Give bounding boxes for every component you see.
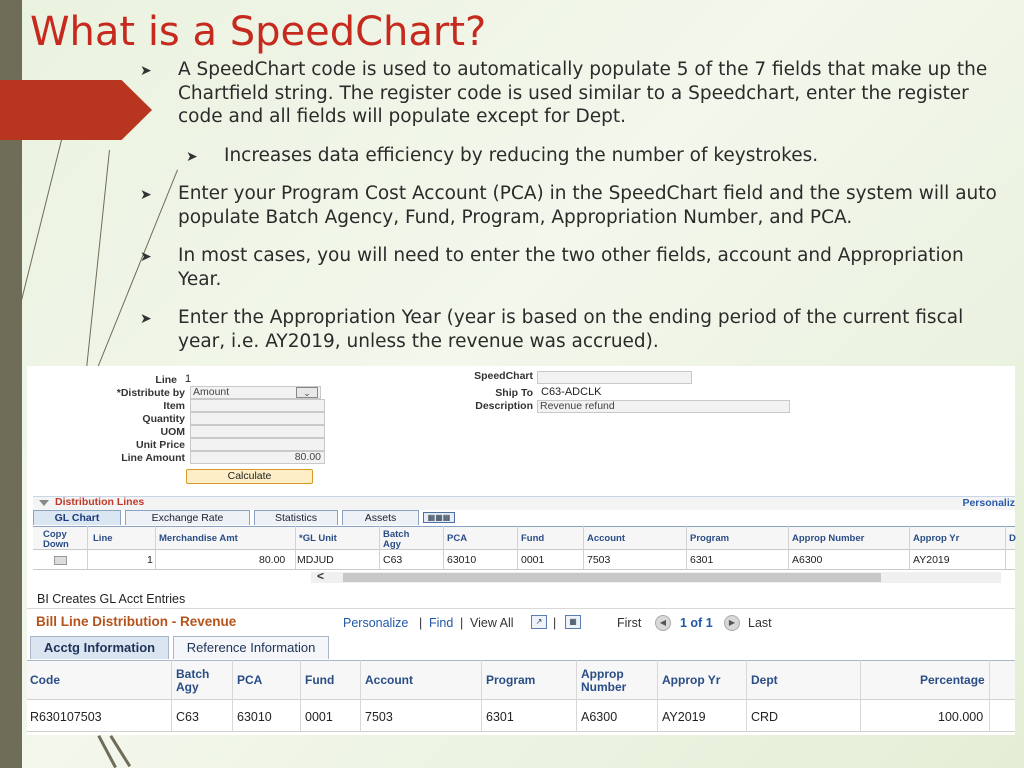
- line-amount-label: Line Amount: [121, 452, 185, 464]
- grid-divider: [989, 660, 990, 732]
- batch-agy-cell: C63: [176, 710, 199, 724]
- copy-down-checkbox[interactable]: [54, 556, 67, 565]
- speedchart-label: SpeedChart: [474, 370, 533, 382]
- bullet-text: A SpeedChart code is used to automatically populate 5 of the 7 fields that make up the Chartfield string. The register code is used similar to a Speedchart, enter the register code and all fields will populate except for Dept.: [178, 59, 988, 127]
- item-label: Item: [163, 400, 185, 412]
- tab-assets[interactable]: Assets: [342, 510, 419, 525]
- grid-divider: [379, 526, 380, 570]
- bullet-text: Increases data efficiency by reducing the number of keystrokes.: [224, 145, 819, 166]
- distribution-screenshot-panel: [27, 366, 1015, 594]
- column-header: Batch Agy: [383, 529, 410, 550]
- bullet-item: [186, 144, 1000, 170]
- bullet-text: Enter the Appropriation Year (year is based on the ending period of the current fiscal year, i.e. AY2019, unless the revenue was accrued).: [178, 307, 964, 352]
- new-window-icon[interactable]: ↗: [531, 615, 547, 629]
- grid-divider: [686, 526, 687, 570]
- row-range: 1 of 1: [680, 616, 713, 630]
- personalize-link[interactable]: Personalize: [343, 616, 409, 630]
- merchandise-amt-cell: 80.00: [259, 554, 286, 566]
- red-arrow-decoration: [0, 80, 152, 140]
- percentage-cell: 100.000: [938, 710, 984, 724]
- separator: |: [553, 616, 557, 630]
- grid-divider: [746, 660, 747, 732]
- column-header: Copy Down: [43, 529, 69, 550]
- distribute-by-select[interactable]: [190, 386, 321, 399]
- chevron-down-icon[interactable]: ⌄: [296, 387, 318, 398]
- grid-divider: [576, 660, 577, 732]
- grid-row-border: [33, 569, 1015, 570]
- show-all-columns-icon[interactable]: ▦▦▦: [423, 512, 455, 523]
- column-header: Line: [93, 533, 113, 544]
- calculate-button[interactable]: Calculate: [186, 469, 313, 484]
- slide-title: What is a SpeedChart?: [30, 9, 487, 55]
- personalize-link[interactable]: Personaliz: [962, 497, 1015, 509]
- bullet-arrow-icon: ➤: [140, 187, 152, 203]
- ship-to-value: C63-ADCLK: [541, 386, 602, 398]
- grid-divider: [657, 660, 658, 732]
- approp-yr-cell: AY2019: [662, 710, 706, 724]
- grid-divider: [300, 660, 301, 732]
- fund-cell: 0001: [305, 710, 333, 724]
- column-header: Fund: [305, 673, 335, 687]
- program-cell: 6301: [486, 710, 514, 724]
- quantity-field[interactable]: [190, 412, 325, 425]
- distribute-by-label: *Distribute by: [116, 387, 185, 399]
- grid-divider: [87, 526, 88, 570]
- bullet-item: [140, 244, 1006, 291]
- bill-line-title: Bill Line Distribution - Revenue: [36, 614, 237, 629]
- bullet-arrow-icon: ➤: [186, 149, 198, 165]
- bullet-item: [140, 306, 1006, 353]
- distribution-lines-bar: [33, 496, 1015, 510]
- tab-exchange-rate[interactable]: Exchange Rate: [125, 510, 250, 525]
- uom-field[interactable]: [190, 425, 325, 438]
- grid-divider: [481, 660, 482, 732]
- bi-creates-title: BI Creates GL Acct Entries: [37, 592, 186, 606]
- column-header: Batch Agy: [176, 667, 210, 694]
- column-header: Merchandise Amt: [159, 533, 238, 544]
- grid-divider: [171, 660, 172, 732]
- bullet-text: In most cases, you will need to enter the two other fields, account and Appropriation Year.: [178, 245, 964, 290]
- tab-reference-information[interactable]: Reference Information: [173, 636, 329, 659]
- column-header: Program: [690, 533, 730, 544]
- next-icon[interactable]: ▶: [724, 615, 740, 631]
- grid-divider: [360, 660, 361, 732]
- dept-cell: CRD: [751, 710, 779, 724]
- grid-divider: [583, 526, 584, 570]
- tab-acctg-information[interactable]: Acctg Information: [30, 636, 169, 659]
- code-cell: R630107503: [30, 710, 102, 724]
- approp-number-cell: A6300: [792, 554, 823, 566]
- column-header: Percentage: [920, 673, 985, 687]
- column-header: PCA: [447, 533, 468, 544]
- scrollbar-thumb[interactable]: [343, 573, 881, 582]
- line-label: Line: [155, 374, 177, 386]
- tab-gl-chart[interactable]: GL Chart: [33, 510, 121, 525]
- line-cell: 1: [147, 554, 153, 566]
- grid-divider: [295, 526, 296, 570]
- line-value: 1: [185, 373, 192, 385]
- bullet-arrow-icon: ➤: [140, 311, 152, 327]
- column-header: Approp Yr: [662, 673, 721, 687]
- description-field[interactable]: [537, 400, 790, 413]
- download-grid-icon[interactable]: ▦: [565, 615, 581, 629]
- description-value: Revenue refund: [540, 400, 615, 412]
- column-header: Fund: [521, 533, 545, 544]
- pca-cell: 63010: [237, 710, 272, 724]
- grid-divider: [517, 526, 518, 570]
- tab-statistics[interactable]: Statistics: [254, 510, 338, 525]
- uom-label: UOM: [160, 426, 185, 438]
- grid-divider: [443, 526, 444, 570]
- column-header: *GL Unit: [299, 533, 337, 544]
- find-link[interactable]: Find: [429, 616, 454, 630]
- column-header: Approp Number: [792, 533, 865, 544]
- column-header: D: [1009, 533, 1016, 544]
- separator: |: [419, 616, 423, 630]
- line-amount-field[interactable]: [190, 451, 325, 464]
- item-field[interactable]: [190, 399, 325, 412]
- grid-divider: [232, 660, 233, 732]
- column-header: Account: [587, 533, 625, 544]
- bullet-text: Enter your Program Cost Account (PCA) in the SpeedChart field and the system will auto populate Batch Agency, Fund, Program, Appropriation Number, and PCA.: [178, 183, 997, 228]
- grid-divider: [155, 526, 156, 570]
- column-header: PCA: [237, 673, 263, 687]
- grid-divider: [788, 526, 789, 570]
- view-all-link[interactable]: View All: [470, 616, 514, 630]
- column-header: Account: [365, 673, 413, 687]
- distribute-by-value: Amount: [193, 386, 230, 398]
- previous-icon[interactable]: ◀: [655, 615, 671, 631]
- gl-unit-cell: MDJUD: [297, 554, 334, 566]
- grid-divider: [860, 660, 861, 732]
- ship-to-label: Ship To: [495, 387, 533, 399]
- pca-cell: 63010: [447, 554, 477, 566]
- column-header: Code: [30, 673, 60, 687]
- quantity-label: Quantity: [142, 413, 185, 425]
- bullet-arrow-icon: ➤: [140, 63, 152, 79]
- bullet-item: [140, 182, 1000, 229]
- distribution-lines-title[interactable]: Distribution Lines: [55, 496, 145, 508]
- bill-line-screenshot-panel: [27, 590, 1015, 735]
- unit-price-label: Unit Price: [135, 439, 185, 451]
- first-link[interactable]: First: [617, 616, 642, 630]
- fund-cell: 0001: [521, 554, 545, 566]
- speedchart-field[interactable]: [537, 371, 692, 384]
- column-header: Approp Number: [581, 667, 627, 694]
- batch-agy-cell: C63: [383, 554, 403, 566]
- account-cell: 7503: [365, 710, 393, 724]
- line-amount-value: 80.00: [294, 451, 321, 463]
- collapse-triangle-icon[interactable]: [39, 500, 49, 506]
- grid-divider: [1005, 526, 1006, 570]
- grid-divider: [909, 526, 910, 570]
- description-label: Description: [475, 400, 533, 412]
- account-cell: 7503: [587, 554, 611, 566]
- column-header: Approp Yr: [913, 533, 960, 544]
- column-header: Program: [486, 673, 536, 687]
- approp-number-cell: A6300: [581, 710, 618, 724]
- bullet-item: [140, 58, 1000, 129]
- scroll-left-icon[interactable]: <: [317, 569, 325, 583]
- program-cell: 6301: [690, 554, 714, 566]
- bullet-arrow-icon: ➤: [140, 249, 152, 265]
- column-header: Dept: [751, 673, 778, 687]
- separator: |: [460, 616, 464, 630]
- grid-row-border: [27, 731, 1015, 732]
- unit-price-field[interactable]: [190, 438, 325, 451]
- last-link[interactable]: Last: [748, 616, 772, 630]
- approp-yr-cell: AY2019: [913, 554, 950, 566]
